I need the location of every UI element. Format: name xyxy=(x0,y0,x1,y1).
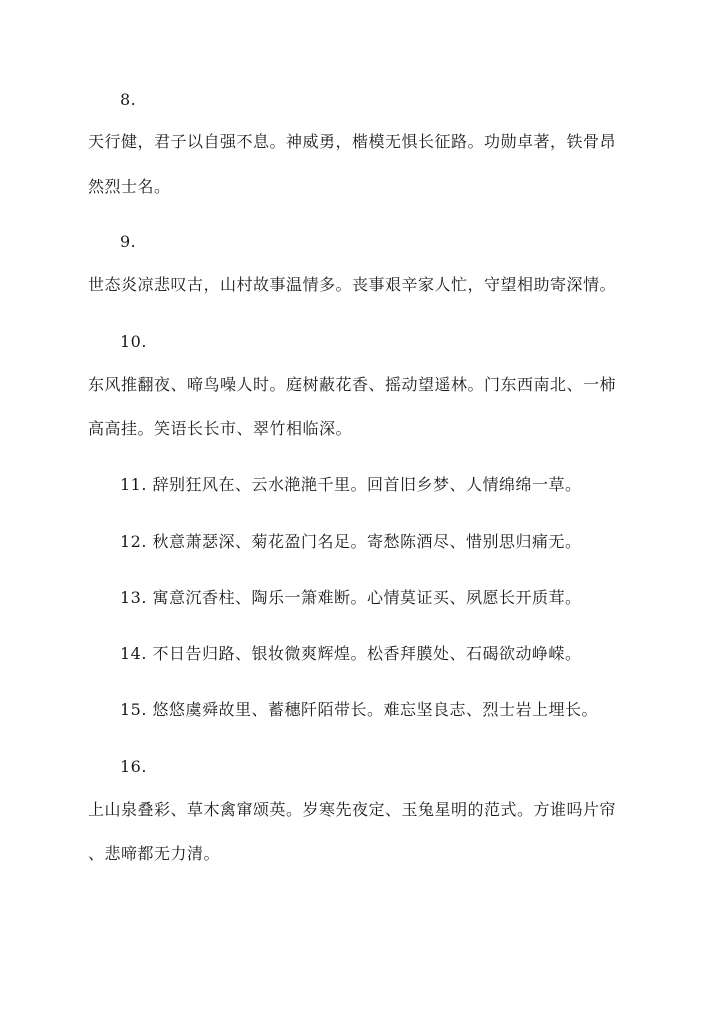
entry-text-line: 、悲啼都无力清。 xyxy=(88,844,221,863)
entry-text-line: 高高挂。笑语长长市、翠竹相临深。 xyxy=(88,419,353,438)
entry-number: 10. xyxy=(120,332,147,351)
entry-line: 14. 不日告归路、银妆微爽辉煌。松香拜膜处、石碣欲动峥嵘。 xyxy=(120,644,582,663)
entry-line: 13. 寓意沉香柱、陶乐一箫难断。心情莫证买、夙愿长开质茸。 xyxy=(120,588,582,607)
entry-number: 16. xyxy=(120,757,147,776)
entry-line: 11. 辞别狂风在、云水滟滟千里。回首旧乡梦、人情绵绵一草。 xyxy=(120,475,582,494)
entry-line: 12. 秋意萧瑟深、菊花盈门名足。寄愁陈酒尽、惜别思归痛无。 xyxy=(120,532,582,551)
entry-text-line: 然烈士名。 xyxy=(88,177,171,196)
entry-text-line: 东风推翻夜、啼鸟噪人时。庭树蔽花香、摇动望遥林。门东西南北、一柿 xyxy=(88,375,617,394)
entry-text-line: 世态炎凉悲叹古，山村故事温情多。丧事艰辛家人忙，守望相助寄深情。 xyxy=(88,275,617,294)
entry-number: 8. xyxy=(120,90,137,109)
entry-line: 15. 悠悠虞舜故里、蓄穗阡陌带长。难忘坚良志、烈士岩上埋长。 xyxy=(120,700,599,719)
entry-text-line: 天行健，君子以自强不息。神威勇，楷模无惧长征路。功勋卓著，铁骨昂 xyxy=(88,132,617,151)
entry-number: 9. xyxy=(120,232,137,251)
entry-text-line: 上山泉叠彩、草木禽窜颂英。岁寒先夜定、玉兔星明的范式。方谁吗片帘 xyxy=(88,800,617,819)
